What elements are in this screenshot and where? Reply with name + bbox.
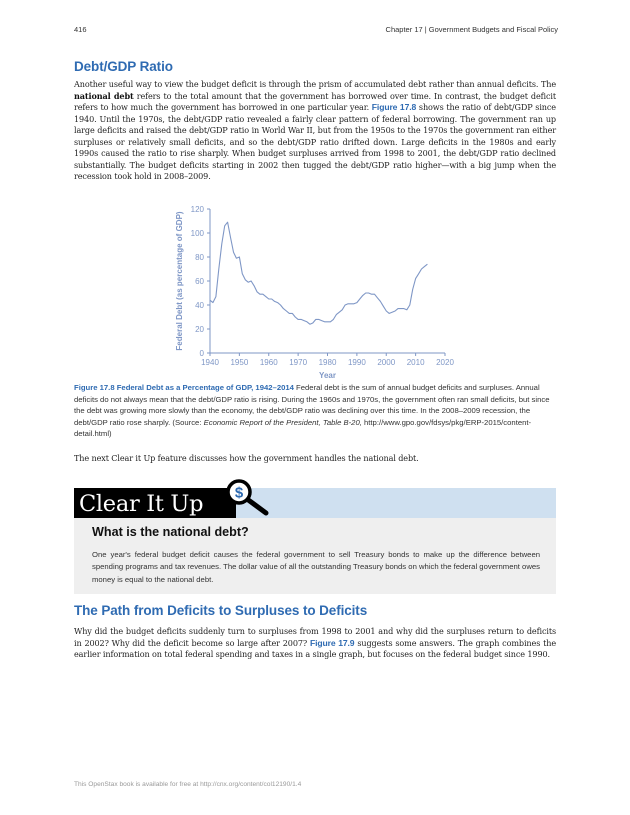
x-tick-label: 1960 (259, 358, 278, 367)
caption-text: Federal debt is the sum of annual budget deficits and surpluses. Annual deficits do not always mean that the debt/GDP ratio is rising. During the 1960s and 1970s, the government often ran small deficits, but since the debt was growing more slowly than the economy, the debt/GDP ratio was declining over this time. In the 2008–2009 recession, the debt/GDP ratio rose sharply. (Source: (74, 383, 550, 427)
clear-it-up-title-block (74, 488, 236, 518)
page-footer: This OpenStax book is available for free at http://cnx.org/content/col12190/1.4 (74, 781, 302, 788)
y-tick-label: 120 (190, 205, 204, 214)
y-tick-label: 80 (195, 253, 204, 262)
series-line-federal-debt (210, 222, 427, 324)
x-axis (201, 353, 454, 367)
paragraph-clear-it-up-intro: The next Clear it Up feature discusses how the government handles the national debt. (74, 453, 419, 463)
section-heading-debt-gdp: Debt/GDP Ratio (74, 59, 173, 74)
y-tick-label: 60 (195, 277, 204, 286)
y-tick-label: 40 (195, 301, 204, 310)
x-axis-label: Year (319, 371, 336, 380)
key-term-national-debt: national debt (74, 90, 134, 101)
running-header (74, 25, 558, 37)
chapter-title: Chapter 17 | Government Budgets and Fiscal Policy (385, 25, 558, 34)
paragraph-deficits-surpluses (74, 626, 556, 661)
page-number: 416 (74, 25, 87, 34)
x-tick-label: 1950 (230, 358, 249, 367)
x-tick-label: 1940 (201, 358, 219, 367)
magnifier-dollar-icon (222, 479, 272, 519)
x-tick-label: 1970 (289, 358, 308, 367)
x-tick-label: 2000 (377, 358, 396, 367)
svg-text:$: $ (234, 484, 244, 502)
caption-source: Economic Report of the President, Table B-20, (203, 417, 362, 427)
x-tick-label: 1980 (318, 358, 337, 367)
y-tick-label: 20 (195, 325, 204, 334)
section-heading-deficits-surpluses: The Path from Deficits to Surpluses to Deficits (74, 603, 368, 618)
clear-it-up-title: Clear It Up (79, 491, 204, 517)
clear-it-up-banner (74, 484, 556, 518)
paragraph-debt-gdp (74, 79, 556, 183)
clear-it-up-answer: One year's federal budget deficit causes the federal government to sell Treasury bonds to make up the difference between spending programs and tax revenues. The dollar value of all the outstanding Treasury bonds on which the federal government owes money is equal to the national debt. (92, 550, 540, 584)
chart-svg (165, 198, 465, 383)
paragraph-text: Why did the budget deficits suddenly turn to surpluses from 1998 to 2001 and why did the surpluses return to deficits in 2002? Why did the deficit become so large after 2007? (74, 626, 556, 648)
x-tick-label: 2020 (436, 358, 454, 367)
caption-url[interactable]: http://www.gpo.gov/fdsys/pkg/ERP-2015/content-detail.html) (74, 417, 532, 438)
x-tick-label: 2010 (406, 358, 425, 367)
y-axis (191, 205, 210, 358)
paragraph-text: refers to the total amount that the government has borrowed over time. In contrast, the budget deficit refers to how much the government has borrowed in one particular year. (74, 90, 556, 113)
x-tick-label: 1990 (347, 358, 366, 367)
figure-17-8-link[interactable]: Figure 17.8 (371, 102, 417, 113)
figure-17-9-link[interactable]: Figure 17.9 (309, 637, 355, 648)
paragraph-text: Another useful way to view the budget deficit is through the prism of accumulated debt rather than annual deficits. The (74, 79, 556, 89)
y-tick-label: 100 (190, 229, 204, 238)
clear-it-up-box (74, 518, 556, 594)
series-group (210, 222, 427, 324)
clear-it-up-question: What is the national debt? (92, 525, 249, 539)
debt-gdp-chart (165, 198, 465, 383)
paragraph-text: shows the ratio of debt/GDP since 1940. Until the 1970s, the debt/GDP ratio revealed a fairly clear pattern of federal borrowing. The government ran up large deficits and raised the debt/GDP ratio in World War II, but from the 1950s to the 1970s the government ran either surpluses or relatively small deficits, and so the debt/GDP ratio drifted down. Large deficits in the 1980s and early 1990s caused the ratio to rise sharply. When budget surpluses arrived from 1998 to 2001, the debt/GDP ratio declined substantially. The budget deficits starting in 2002 then tugged the debt/GDP ratio higher—with a big jump when the recession took hold in 2008–2009. (74, 102, 556, 182)
y-tick-label: 0 (199, 349, 204, 358)
figure-caption (74, 382, 556, 440)
caption-title: Figure 17.8 Federal Debt as a Percentage of GDP, 1942–2014 (74, 383, 294, 392)
y-axis-label: Federal Debt (as percentage of GDP) (175, 211, 184, 351)
paragraph-text: suggests some answers. The graph combines the earlier information on total federal spending and taxes in a single graph, but focuses on the federal budget since 1990. (74, 637, 557, 660)
